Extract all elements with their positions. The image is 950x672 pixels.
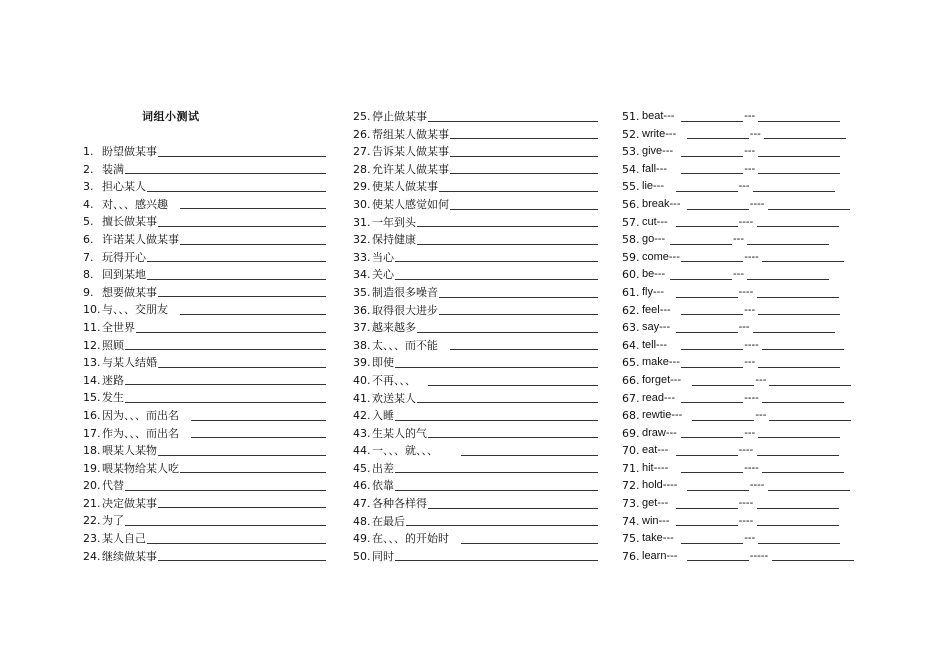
question-number: 32. (353, 233, 371, 247)
past-tense-blank[interactable] (692, 385, 754, 386)
question-number: 4. (83, 197, 94, 211)
past-participle-blank[interactable] (758, 121, 840, 122)
past-tense-blank[interactable] (676, 226, 738, 227)
question-number: 27. (353, 145, 371, 159)
past-tense-blank[interactable] (681, 314, 743, 315)
question-number: 30. (353, 197, 371, 211)
phrase-label: 生某人的气 (372, 426, 427, 440)
phrase-label: 盼望做某事 (102, 145, 157, 158)
past-participle-blank[interactable] (757, 455, 839, 456)
phrase-label: 许诺某人做某事 (102, 232, 179, 246)
verb-word: make--- (642, 356, 680, 369)
past-tense-blank[interactable] (681, 121, 743, 122)
answer-blank[interactable] (439, 297, 598, 298)
answer-blank[interactable] (450, 209, 598, 210)
question-number: 43. (353, 426, 371, 440)
separator-dashes: --- (744, 145, 756, 158)
answer-blank[interactable] (395, 490, 598, 491)
phrase-label: 一年到头 (372, 215, 416, 229)
question-number: 73. (622, 497, 640, 511)
phrase-label: 保持健康 (372, 233, 416, 247)
verb-word: give--- (642, 145, 674, 158)
question-number: 29. (353, 180, 371, 194)
separator-dashes: --- (733, 268, 744, 281)
phrase-label: 在最后 (372, 514, 405, 528)
verb-word: hold---- (642, 479, 678, 492)
question-number: 6. (83, 232, 94, 246)
past-participle-blank[interactable] (758, 156, 840, 157)
phrase-label: 欢送某人 (372, 391, 416, 405)
past-tense-blank[interactable] (687, 490, 749, 491)
question-number: 71. (622, 461, 640, 475)
past-tense-blank[interactable] (676, 297, 738, 298)
verb-word: forget--- (642, 373, 682, 386)
verb-word: be--- (642, 268, 666, 281)
phrase-label: 即使 (372, 356, 394, 370)
separator-dashes: --- (738, 180, 750, 193)
past-tense-blank[interactable] (681, 437, 743, 438)
answer-blank[interactable] (147, 279, 326, 280)
past-tense-blank[interactable] (681, 543, 743, 544)
past-participle-blank[interactable] (747, 279, 829, 280)
separator-dashes: ---- (738, 497, 754, 510)
question-number: 56. (622, 197, 640, 211)
answer-blank[interactable] (125, 402, 326, 403)
question-number: 55. (622, 180, 640, 194)
phrase-label: 允许某人做某事 (372, 162, 449, 176)
verb-word: win--- (642, 514, 670, 527)
question-number: 68. (622, 409, 640, 423)
answer-blank[interactable] (417, 402, 598, 403)
separator-dashes: --- (744, 532, 756, 545)
past-tense-blank[interactable] (681, 261, 743, 262)
question-number: 38. (353, 338, 371, 352)
page-title: 词组小测试 (142, 110, 200, 123)
answer-blank[interactable] (450, 173, 598, 174)
phrase-label: 对、、、感兴趣 (102, 197, 168, 211)
past-participle-blank[interactable] (757, 508, 839, 509)
answer-blank[interactable] (158, 367, 326, 368)
phrase-label: 继续做某事 (102, 549, 157, 563)
answer-blank[interactable] (439, 191, 598, 192)
past-participle-blank[interactable] (768, 490, 850, 491)
answer-blank[interactable] (450, 349, 598, 350)
question-number: 64. (622, 338, 640, 352)
past-tense-blank[interactable] (687, 209, 749, 210)
phrase-label: 喂某物给某人吃 (102, 461, 179, 475)
verb-word: lie--- (642, 180, 664, 193)
answer-blank[interactable] (158, 507, 326, 508)
past-participle-blank[interactable] (757, 297, 839, 298)
phrase-label: 当心 (372, 250, 394, 264)
question-number: 21. (83, 496, 101, 510)
past-participle-blank[interactable] (757, 525, 839, 526)
separator-dashes: ---- (749, 197, 765, 210)
separator-dashes: --- (744, 356, 756, 369)
answer-blank[interactable] (180, 314, 326, 315)
question-number: 31. (353, 215, 371, 229)
answer-blank[interactable] (428, 508, 598, 509)
past-participle-blank[interactable] (762, 261, 844, 262)
past-participle-blank[interactable] (769, 385, 851, 386)
phrase-label: 某人自己 (102, 532, 146, 546)
answer-blank[interactable] (125, 173, 326, 174)
question-number: 23. (83, 532, 101, 546)
answer-blank[interactable] (147, 261, 326, 262)
question-number: 49. (353, 532, 371, 546)
phrase-label: 回到某地 (102, 268, 146, 282)
past-participle-blank[interactable] (758, 314, 840, 315)
answer-blank[interactable] (395, 560, 598, 561)
answer-blank[interactable] (158, 156, 326, 157)
verb-word: take--- (642, 532, 674, 545)
question-number: 48. (353, 514, 371, 528)
past-participle-blank[interactable] (758, 437, 840, 438)
verb-word: fly--- (642, 285, 664, 298)
answer-blank[interactable] (180, 208, 326, 209)
answer-blank[interactable] (395, 261, 598, 262)
question-number: 28. (353, 162, 371, 176)
phrase-label: 与、、、交朋友 (102, 303, 168, 317)
question-number: 60. (622, 268, 640, 282)
verb-word: come--- (642, 250, 680, 263)
separator-dashes: --- (755, 373, 767, 386)
past-participle-blank[interactable] (762, 349, 844, 350)
question-number: 20. (83, 479, 101, 493)
question-number: 67. (622, 391, 640, 405)
question-number: 24. (83, 549, 101, 563)
phrase-label: 太、、、而不能 (372, 338, 438, 352)
verb-word: fall--- (642, 162, 668, 175)
separator-dashes: ---- (738, 285, 754, 298)
verb-word: go--- (642, 233, 666, 246)
separator-dashes: --- (744, 426, 756, 439)
answer-blank[interactable] (180, 472, 326, 473)
question-number: 34. (353, 268, 371, 282)
question-number: 8. (83, 268, 94, 282)
phrase-label: 停止做某事 (372, 110, 427, 123)
question-number: 44. (353, 444, 371, 458)
question-number: 37. (353, 321, 371, 335)
answer-blank[interactable] (428, 385, 598, 386)
past-participle-blank[interactable] (758, 367, 840, 368)
answer-blank[interactable] (125, 490, 326, 491)
past-tense-blank[interactable] (692, 420, 754, 421)
separator-dashes: ---- (744, 391, 759, 404)
question-number: 36. (353, 303, 371, 317)
answer-blank[interactable] (417, 244, 598, 245)
answer-blank[interactable] (461, 543, 598, 544)
phrase-label: 关心 (372, 268, 394, 282)
past-tense-blank[interactable] (687, 560, 749, 561)
past-tense-blank[interactable] (681, 349, 743, 350)
phrase-label: 发生 (102, 391, 124, 405)
separator-dashes: --- (738, 321, 750, 334)
separator-dashes: --- (755, 409, 767, 422)
answer-blank[interactable] (428, 437, 598, 438)
answer-blank[interactable] (158, 296, 326, 297)
question-number: 57. (622, 215, 640, 229)
question-number: 10. (83, 303, 101, 317)
past-tense-blank[interactable] (676, 191, 738, 192)
question-number: 22. (83, 514, 101, 528)
verb-word: read--- (642, 391, 676, 404)
verb-word: eat--- (642, 444, 669, 457)
question-number: 52. (622, 127, 640, 141)
question-number: 7. (83, 250, 94, 264)
answer-blank[interactable] (461, 455, 598, 456)
question-number: 13. (83, 356, 101, 370)
question-number: 17. (83, 426, 101, 440)
question-number: 16. (83, 408, 101, 422)
phrase-label: 取得很大进步 (372, 303, 438, 317)
question-number: 33. (353, 250, 371, 264)
phrase-label: 在、、、的开始时 (372, 532, 449, 546)
answer-blank[interactable] (417, 332, 598, 333)
answer-blank[interactable] (147, 191, 326, 192)
phrase-label: 决定做某事 (102, 496, 157, 510)
phrase-label: 越来越多 (372, 321, 416, 335)
question-number: 35. (353, 285, 371, 299)
phrase-label: 一、、、就、、、 (372, 444, 438, 458)
verb-word: rewtie--- (642, 409, 683, 422)
question-number: 12. (83, 338, 101, 352)
phrase-label: 担心某人 (102, 180, 146, 194)
phrase-label: 因为、、、而出名 (102, 408, 179, 422)
phrase-label: 全世界 (102, 320, 135, 334)
question-number: 14. (83, 373, 101, 387)
verb-word: break--- (642, 197, 681, 210)
answer-blank[interactable] (395, 367, 598, 368)
past-participle-blank[interactable] (769, 420, 851, 421)
past-participle-blank[interactable] (753, 191, 835, 192)
answer-blank[interactable] (395, 420, 598, 421)
question-number: 42. (353, 409, 371, 423)
phrase-label: 使某人感觉如何 (372, 197, 449, 211)
past-tense-blank[interactable] (676, 455, 738, 456)
separator-dashes: --- (749, 127, 761, 140)
separator-dashes: ----- (749, 549, 769, 562)
answer-blank[interactable] (450, 156, 598, 157)
past-tense-blank[interactable] (676, 508, 738, 509)
separator-dashes: ---- (738, 514, 754, 527)
past-tense-blank[interactable] (681, 367, 743, 368)
phrase-label: 迷路 (102, 373, 124, 387)
question-number: 53. (622, 145, 640, 159)
answer-blank[interactable] (428, 121, 598, 122)
separator-dashes: ---- (744, 461, 759, 474)
answer-blank[interactable] (158, 455, 326, 456)
question-number: 63. (622, 321, 640, 335)
phrase-label: 帮组某人做某事 (372, 127, 449, 141)
answer-blank[interactable] (136, 332, 326, 333)
question-number: 50. (353, 549, 371, 563)
phrase-label: 与某人结婚 (102, 356, 157, 370)
question-number: 76. (622, 549, 640, 563)
answer-blank[interactable] (125, 525, 326, 526)
question-number: 66. (622, 373, 640, 387)
past-participle-blank[interactable] (762, 402, 844, 403)
answer-blank[interactable] (439, 314, 598, 315)
separator-dashes: ---- (738, 215, 754, 228)
answer-blank[interactable] (395, 279, 598, 280)
phrase-label: 玩得开心 (102, 250, 146, 264)
verb-word: hit---- (642, 461, 669, 474)
separator-dashes: ---- (749, 479, 765, 492)
question-number: 61. (622, 285, 640, 299)
question-number: 26. (353, 127, 371, 141)
verb-word: tell--- (642, 338, 668, 351)
question-number: 54. (622, 162, 640, 176)
phrase-label: 照顾 (102, 338, 124, 352)
phrase-label: 代替 (102, 479, 124, 493)
separator-dashes: --- (744, 303, 756, 316)
question-number: 45. (353, 461, 371, 475)
verb-word: cut--- (642, 215, 668, 228)
past-participle-blank[interactable] (768, 209, 850, 210)
answer-blank[interactable] (395, 472, 598, 473)
answer-blank[interactable] (158, 226, 326, 227)
past-tense-blank[interactable] (687, 138, 749, 139)
past-tense-blank[interactable] (681, 472, 743, 473)
question-number: 59. (622, 250, 640, 264)
phrase-label: 擅长做某事 (102, 215, 157, 229)
phrase-label: 依靠 (372, 479, 394, 493)
phrase-label: 为了 (102, 514, 124, 528)
past-participle-blank[interactable] (758, 543, 840, 544)
question-number: 70. (622, 444, 640, 458)
question-number: 1. (83, 145, 94, 158)
question-number: 51. (622, 110, 640, 123)
question-number: 58. (622, 233, 640, 247)
past-participle-blank[interactable] (764, 138, 846, 139)
phrase-label: 装满 (102, 162, 124, 176)
question-number: 3. (83, 180, 94, 194)
verb-word: write--- (642, 127, 677, 140)
phrase-label: 各种各样得 (372, 497, 427, 511)
question-number: 39. (353, 356, 371, 370)
phrase-label: 喂某人某物 (102, 444, 157, 458)
phrase-label: 使某人做某事 (372, 180, 438, 194)
answer-blank[interactable] (450, 138, 598, 139)
answer-blank[interactable] (147, 543, 326, 544)
question-number: 11. (83, 320, 101, 334)
answer-blank[interactable] (180, 244, 326, 245)
past-tense-blank[interactable] (670, 279, 732, 280)
past-participle-blank[interactable] (757, 226, 839, 227)
answer-blank[interactable] (191, 420, 326, 421)
question-number: 65. (622, 356, 640, 370)
question-number: 74. (622, 514, 640, 528)
question-number: 2. (83, 162, 94, 176)
question-number: 9. (83, 285, 94, 299)
question-number: 19. (83, 461, 101, 475)
phrase-label: 制造很多噪音 (372, 285, 438, 299)
answer-blank[interactable] (191, 437, 326, 438)
past-tense-blank[interactable] (681, 173, 743, 174)
phrase-label: 出差 (372, 461, 394, 475)
verb-word: learn--- (642, 549, 678, 562)
separator-dashes: ---- (744, 338, 759, 351)
answer-blank[interactable] (417, 226, 598, 227)
separator-dashes: --- (744, 162, 756, 175)
question-number: 25. (353, 110, 371, 123)
question-number: 62. (622, 303, 640, 317)
question-number: 18. (83, 444, 101, 458)
verb-word: get--- (642, 497, 669, 510)
separator-dashes: ---- (744, 250, 759, 263)
answer-blank[interactable] (158, 560, 326, 561)
answer-blank[interactable] (125, 384, 326, 385)
phrase-label: 同时 (372, 549, 394, 563)
past-tense-blank[interactable] (676, 332, 738, 333)
past-participle-blank[interactable] (747, 244, 829, 245)
answer-blank[interactable] (125, 349, 326, 350)
question-number: 41. (353, 391, 371, 405)
question-number: 75. (622, 532, 640, 546)
separator-dashes: --- (733, 233, 744, 246)
verb-word: say--- (642, 321, 671, 334)
verb-word: draw--- (642, 426, 677, 439)
phrase-label: 告诉某人做某事 (372, 145, 449, 159)
past-tense-blank[interactable] (681, 156, 743, 157)
question-number: 40. (353, 373, 371, 387)
past-participle-blank[interactable] (753, 332, 835, 333)
past-participle-blank[interactable] (772, 560, 854, 561)
phrase-label: 想要做某事 (102, 285, 157, 299)
question-number: 15. (83, 391, 101, 405)
past-participle-blank[interactable] (758, 173, 840, 174)
phrase-label: 作为、、、而出名 (102, 426, 179, 440)
question-number: 72. (622, 479, 640, 493)
phrase-label: 不再、、、 (372, 373, 416, 387)
past-tense-blank[interactable] (670, 244, 732, 245)
separator-dashes: ---- (738, 444, 754, 457)
verb-word: beat--- (642, 110, 675, 122)
past-participle-blank[interactable] (762, 472, 844, 473)
verb-word: feel--- (642, 303, 671, 316)
question-number: 46. (353, 479, 371, 493)
past-tense-blank[interactable] (681, 402, 743, 403)
past-tense-blank[interactable] (676, 525, 738, 526)
question-number: 47. (353, 497, 371, 511)
question-number: 69. (622, 426, 640, 440)
phrase-label: 入睡 (372, 409, 394, 423)
separator-dashes: --- (744, 110, 756, 122)
question-number: 5. (83, 215, 94, 229)
answer-blank[interactable] (406, 525, 598, 526)
